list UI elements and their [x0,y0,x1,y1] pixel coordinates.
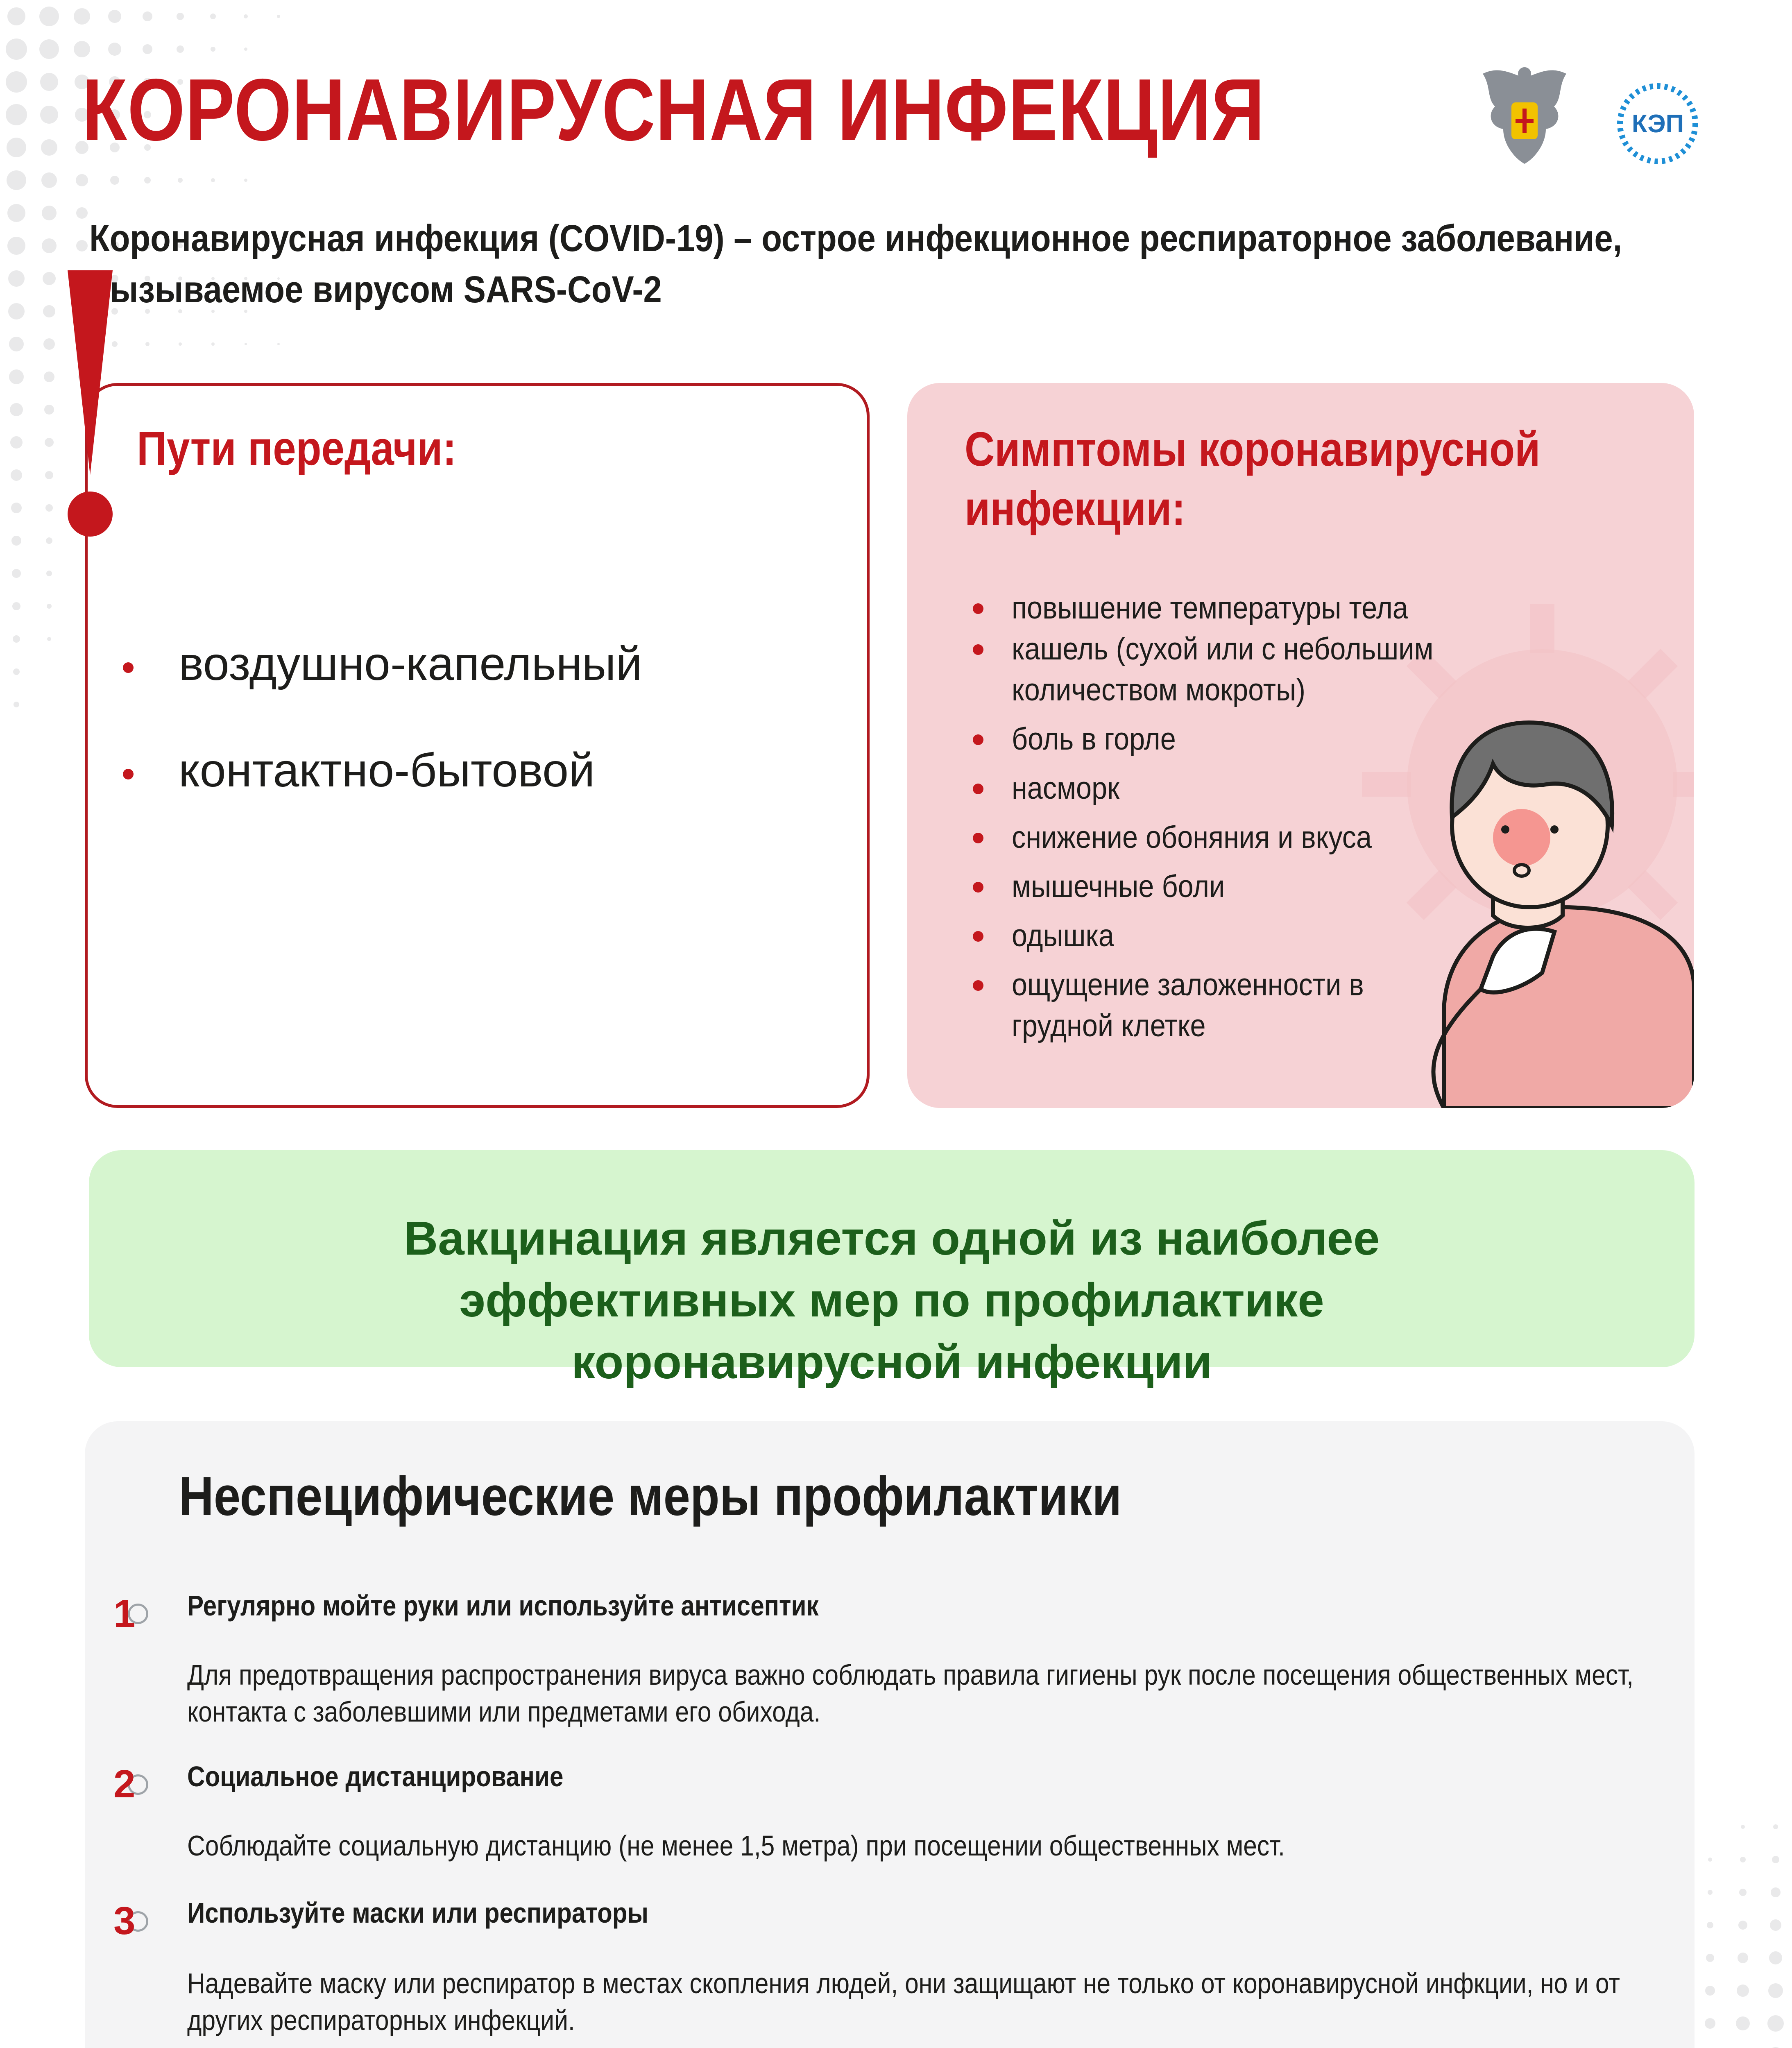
vaccination-text: Вакцинация является одной из наиболее эффективных мер по профилактике коронавирусной инфекции [403,1212,1380,1389]
bullet-icon [973,980,983,991]
step-title: Используйте маски или респираторы [187,1897,648,1929]
list-item [973,768,1464,809]
bullet-icon [973,644,983,655]
list-item [973,588,1464,629]
prevention-panel [85,1421,1695,2048]
symptom-text: боль в горле [1012,722,1176,757]
symptom-text: ощущение заложенности в грудной клетке [1012,967,1364,1044]
list-item [973,817,1464,858]
kep-logo-text: КЭП [1631,110,1684,138]
symptom-text: мышечные боли [1012,869,1225,904]
bullet-icon [973,734,983,745]
step-number: 3 [113,1899,136,1943]
list-item [123,637,642,691]
prevention-heading: Неспецифические меры профилактики [179,1465,1122,1527]
exclamation-icon [68,270,113,475]
bullet-icon [973,882,983,893]
kep-logo [1614,80,1702,168]
symptom-text: кашель (сухой или с небольшим количеством мокроты) [1012,632,1434,708]
bullet-icon [123,662,134,673]
list-item [973,915,1464,956]
symptom-text: снижение обоняния и вкуса [1012,820,1372,855]
list-item [973,866,1464,907]
step-text: Соблюдайте социальную дистанцию (не менее 1,5 метра) при посещении общественных мест. [187,1830,1285,1862]
symptoms-heading: Симптомы коронавирусной инфекции: [965,422,1541,536]
step-text: Для предотвращения распространения вируса важно соблюдать правила гигиены рук после посещения общественных мест, контакта с заболевшими или предметами его обихода. [187,1659,1633,1728]
symptom-text: повышение температуры тела [1012,591,1408,625]
exclamation-dot-icon [68,492,113,537]
transmission-heading: Пути передачи: [137,421,457,476]
transmission-item-text: воздушно-капельный [179,638,642,690]
step-number: 2 [113,1762,136,1806]
step-title: Регулярно мойте руки или используйте антисептик [187,1590,819,1622]
bullet-icon [123,769,134,779]
list-item [973,629,1464,711]
symptom-text: насморк [1012,771,1120,806]
page-title: КОРОНАВИРУСНАЯ ИНФЕКЦИЯ [82,60,1265,159]
step-number: 1 [113,1592,136,1636]
bullet-icon [973,931,983,942]
bullet-icon [973,784,983,794]
transmission-item-text: контактно-бытовой [179,744,595,797]
list-item [123,743,595,797]
list-item [973,965,1464,1047]
intro-text: Коронавирусная инфекция (COVID-19) – острое инфекционное респираторное заболевание, вызываемое вирусом SARS-CoV-2 [89,217,1622,311]
step-title: Социальное дистанцирование [187,1760,564,1792]
bullet-icon [973,833,983,843]
symptom-text: одышка [1012,918,1114,953]
step-text: Надевайте маску или респиратор в местах скопления людей, они защищают не только от коронавирусной инфкции, но и от других респираторных инфекций. [187,1967,1620,2036]
rospotrebnadzor-emblem-icon [1475,61,1575,172]
vaccination-banner [89,1150,1695,1389]
bullet-icon [973,603,983,614]
list-item [973,719,1464,760]
